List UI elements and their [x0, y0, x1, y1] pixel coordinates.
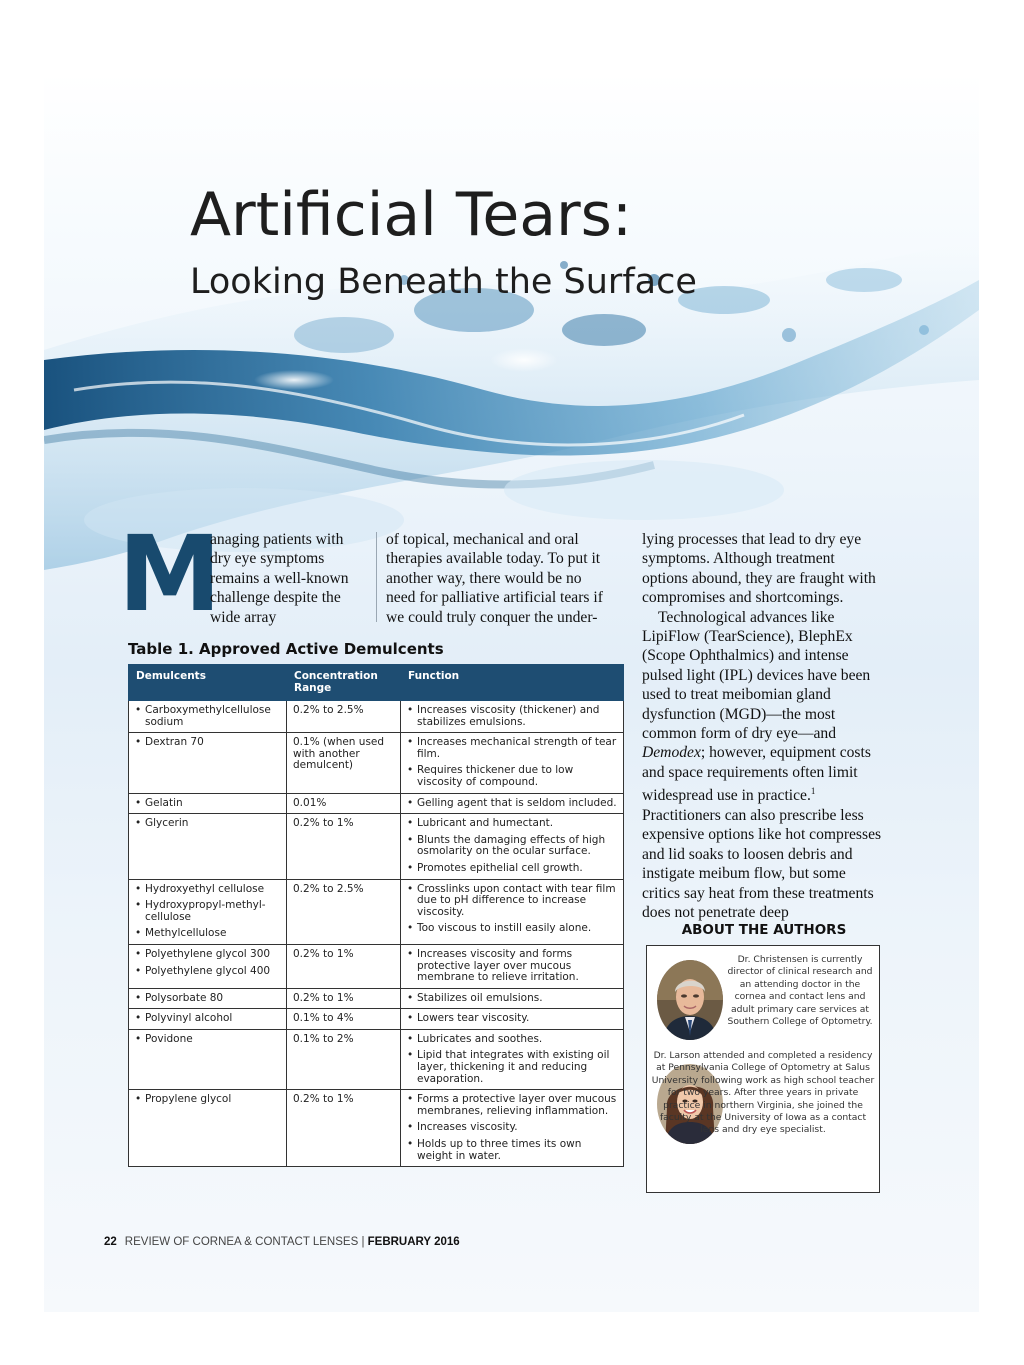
- concentration-cell: 0.2% to 2.5%: [287, 701, 401, 733]
- reference-number: 1: [810, 786, 816, 797]
- concentration-cell: 0.2% to 2.5%: [287, 879, 401, 944]
- concentration-cell: 0.2% to 1%: [287, 1090, 401, 1167]
- body-paragraph: [642, 608, 882, 923]
- demulcent-cell: [129, 814, 287, 879]
- author-bio-larson: Dr. Larson attended and completed a residency at Pennsylvania College of Optometry at Salus University following work as high school teacher for two years. After three years in private practice in northern Virginia, she joined the faculty at the University of Iowa as a contact lens and dry eye specialist.: [651, 1050, 875, 1136]
- concentration-cell: 0.1% to 4%: [287, 1009, 401, 1030]
- bullet-item: • Increases viscosity and forms protective layer over mucous membrane to relieve irritation.: [407, 949, 617, 984]
- bullet-item: • Holds up to three times its own weight in water.: [407, 1139, 617, 1162]
- demulcent-cell: [129, 988, 287, 1009]
- body-text: Technological advances like LipiFlow (TearScience), BlephEx (Scope Ophthalmics) and intense pulsed light (IPL) devices have been used to treat meibomian gland dysfunction (MGD)—the most common form of dry eye—and: [642, 608, 871, 743]
- page-footer: [104, 1236, 460, 1248]
- bullet-item: • Increases viscosity.: [407, 1122, 617, 1134]
- bullet-item: • Blunts the damaging effects of high osmolarity on the ocular surface.: [407, 835, 617, 858]
- table-row: [129, 1090, 624, 1167]
- function-cell: [401, 1090, 624, 1167]
- column-header-concentration: Concentration Range: [287, 665, 401, 701]
- bullet-item: • Povidone: [135, 1034, 280, 1046]
- bullet-item: • Increases viscosity (thickener) and stabilizes emulsions.: [407, 705, 617, 728]
- column-divider: [376, 532, 377, 622]
- article-title: Artificial Tears:: [190, 180, 633, 250]
- body-text: ; however, equipment costs and space requirements often limit widespread use in practice.: [642, 744, 871, 805]
- bullet-item: • Forms a protective layer over mucous membranes, relieving inflammation.: [407, 1094, 617, 1117]
- bullet-item: • Lipid that integrates with existing oil layer, thickening it and reducing evaporation.: [407, 1050, 617, 1085]
- function-cell: [401, 701, 624, 733]
- bullet-item: • Lubricant and humectant.: [407, 818, 617, 830]
- page-number: 22: [104, 1236, 117, 1248]
- demulcent-cell: [129, 1090, 287, 1167]
- table-body: [129, 701, 624, 1167]
- function-cell: [401, 879, 624, 944]
- function-cell: [401, 1009, 624, 1030]
- demulcent-cell: [129, 1029, 287, 1089]
- bullet-item: • Increases mechanical strength of tear film.: [407, 737, 617, 760]
- concentration-cell: 0.2% to 1%: [287, 988, 401, 1009]
- demulcent-cell: [129, 944, 287, 988]
- about-authors-heading: ABOUT THE AUTHORS: [681, 922, 847, 938]
- table-row: [129, 733, 624, 793]
- concentration-cell: 0.01%: [287, 793, 401, 814]
- bullet-item: • Polysorbate 80: [135, 993, 280, 1005]
- function-cell: [401, 793, 624, 814]
- table-row: [129, 879, 624, 944]
- bullet-item: • Hydroxyethyl cellulose: [135, 884, 280, 896]
- article-subtitle: Looking Beneath the Surface: [190, 262, 697, 302]
- bullet-item: • Dextran 70: [135, 737, 280, 749]
- table-title: Table 1. Approved Active Demulcents: [128, 640, 444, 658]
- bullet-item: • Polyethylene glycol 400: [135, 966, 280, 978]
- table-row: [129, 814, 624, 879]
- table-header-row: [129, 665, 624, 701]
- issue-date: FEBRUARY 2016: [367, 1236, 460, 1248]
- author-photo-christensen: [657, 960, 723, 1040]
- column-header-function: Function: [401, 665, 624, 701]
- concentration-cell: 0.2% to 1%: [287, 814, 401, 879]
- bullet-item: • Crosslinks upon contact with tear film due to pH difference to increase viscosity.: [407, 884, 617, 919]
- bullet-item: • Hydroxypropyl-methyl-cellulose: [135, 900, 280, 923]
- table-row: [129, 1029, 624, 1089]
- author-bio-christensen: Dr. Christensen is currently director of clinical research and an attending doctor in the cornea and contact lens and adult primary care services at Southern College of Optometry.: [727, 954, 873, 1028]
- body-column-2: [386, 530, 614, 627]
- function-cell: [401, 988, 624, 1009]
- concentration-cell: 0.1% (when used with another demulcent): [287, 733, 401, 793]
- bullet-item: • Glycerin: [135, 818, 280, 830]
- table-row: [129, 701, 624, 733]
- demulcent-cell: [129, 733, 287, 793]
- bullet-item: • Carboxymethylcellulose sodium: [135, 705, 280, 728]
- bullet-item: • Propylene glycol: [135, 1094, 280, 1106]
- body-text: anaging patients with dry eye symptoms remains a well-known challenge despite the wide array: [210, 531, 349, 626]
- publication-name: REVIEW OF CORNEA & CONTACT LENSES |: [124, 1236, 368, 1248]
- drop-cap: M: [118, 513, 222, 635]
- function-cell: [401, 944, 624, 988]
- concentration-cell: 0.1% to 2%: [287, 1029, 401, 1089]
- table-row: [129, 1009, 624, 1030]
- bullet-item: • Stabilizes oil emulsions.: [407, 993, 617, 1005]
- demulcent-cell: [129, 879, 287, 944]
- concentration-cell: 0.2% to 1%: [287, 944, 401, 988]
- table-row: [129, 988, 624, 1009]
- demulcent-cell: [129, 701, 287, 733]
- bullet-item: • Gelling agent that is seldom included.: [407, 798, 617, 810]
- demulcent-cell: [129, 793, 287, 814]
- about-authors-box: [646, 945, 880, 1193]
- bullet-item: • Gelatin: [135, 798, 280, 810]
- demulcent-cell: [129, 1009, 287, 1030]
- function-cell: [401, 814, 624, 879]
- bullet-item: • Too viscous to instill easily alone.: [407, 923, 617, 935]
- emphasis-text: Demodex: [642, 744, 701, 762]
- bullet-item: • Polyvinyl alcohol: [135, 1013, 280, 1025]
- table-row: [129, 944, 624, 988]
- body-text: of topical, mechanical and oral therapies available today. To put it another way, there would be no need for palliative artificial tears if we could truly conquer the under-: [386, 531, 603, 626]
- bullet-item: • Promotes epithelial cell growth.: [407, 863, 617, 875]
- body-paragraph: lying processes that lead to dry eye symptoms. Although treatment options abound, they are fraught with compromises and shortcomings.: [642, 531, 876, 607]
- bullet-item: • Methylcellulose: [135, 928, 280, 940]
- bullet-item: • Lowers tear viscosity.: [407, 1013, 617, 1025]
- bullet-item: • Lubricates and soothes.: [407, 1034, 617, 1046]
- demulcents-table: [128, 664, 624, 1167]
- body-column-3: [642, 530, 882, 922]
- bullet-item: • Polyethylene glycol 300: [135, 949, 280, 961]
- body-column-1: [210, 530, 368, 627]
- bullet-item: • Requires thickener due to low viscosity of compound.: [407, 765, 617, 788]
- body-text: Practitioners can also prescribe less expensive options like hot compresses and lid soaks to loosen debris and instigate meibum flow, but some critics say heat from these treatments does not penetrate deep: [642, 806, 882, 921]
- function-cell: [401, 1029, 624, 1089]
- function-cell: [401, 733, 624, 793]
- table-row: [129, 793, 624, 814]
- column-header-demulcents: Demulcents: [129, 665, 287, 701]
